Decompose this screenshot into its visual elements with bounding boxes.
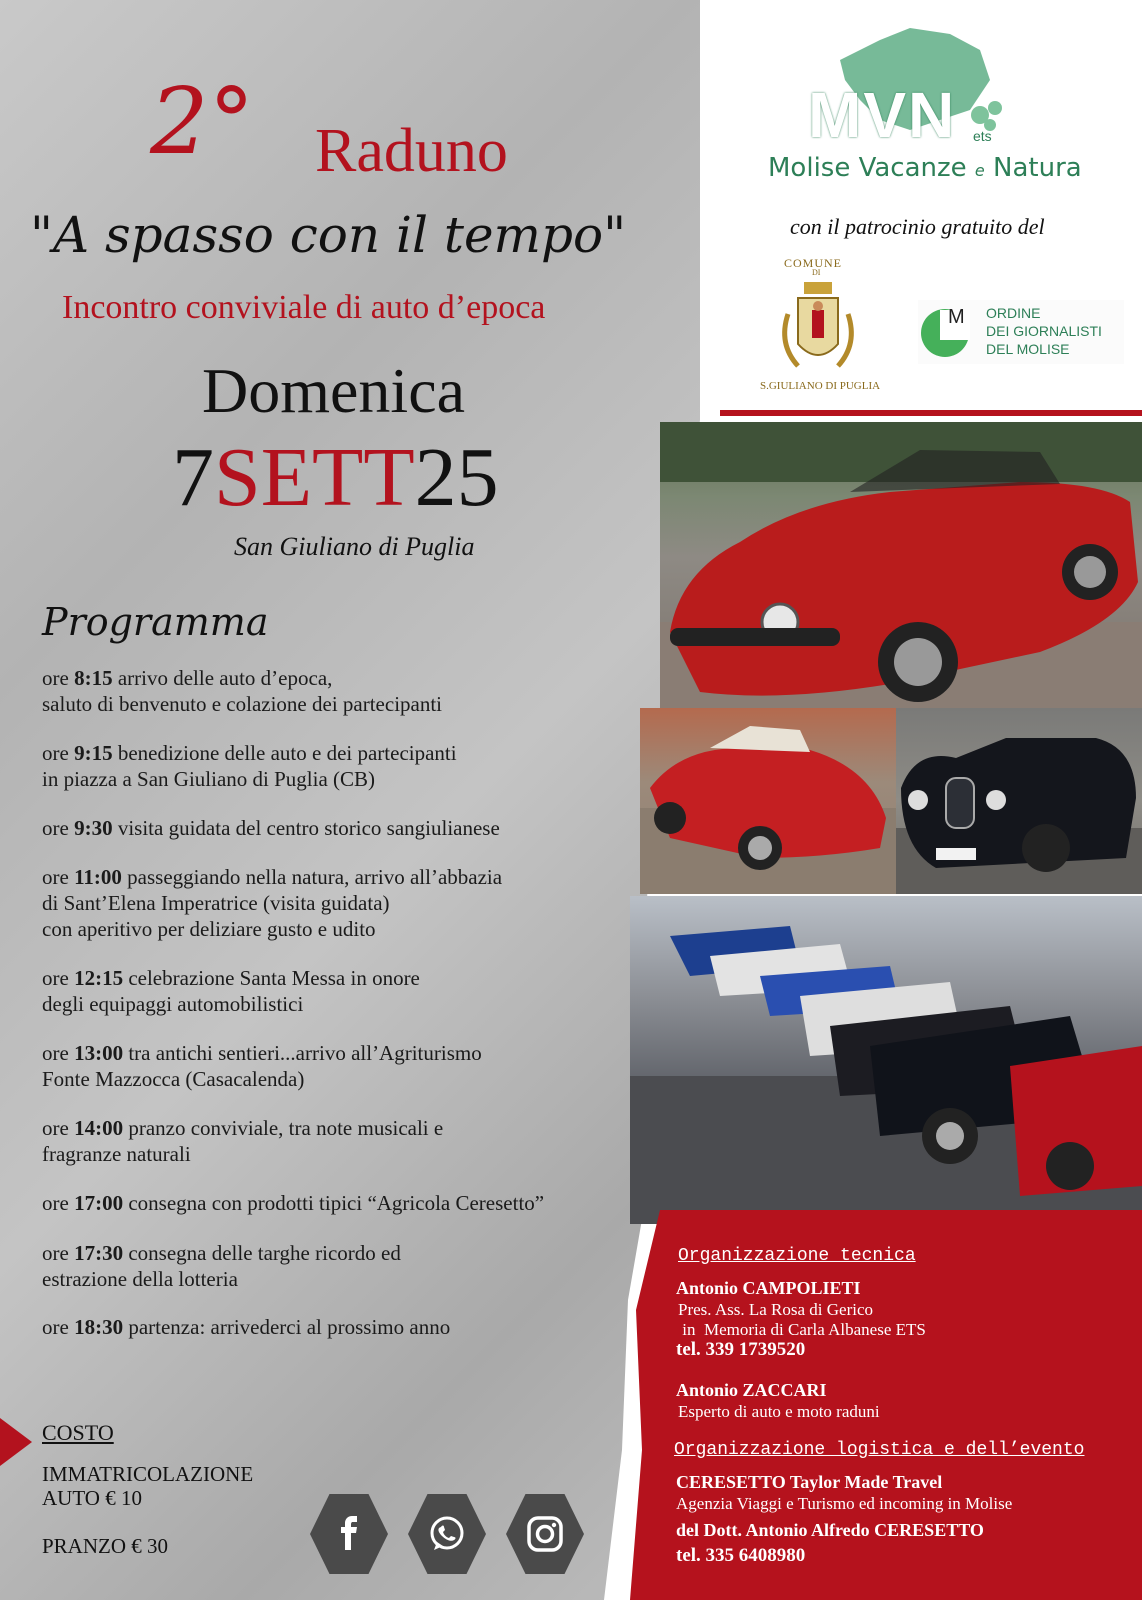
agency-description: Agenzia Viaggi e Turismo ed incoming in Molise: [676, 1494, 1013, 1513]
cost-heading: COSTO: [42, 1420, 114, 1445]
person1-role: Pres. Ass. La Rosa di Gerico in Memoria di Carla Albanese ETS: [678, 1300, 926, 1339]
agency-name: CERESETTO Taylor Made Travel: [676, 1472, 943, 1492]
edition-number: 2°: [150, 68, 255, 175]
ordine-mark: M: [948, 306, 965, 328]
mvn-ets: ets: [973, 128, 992, 144]
person1-name: Antonio CAMPOLIETI: [676, 1278, 861, 1298]
program-item: ore 12:15 celebrazione Santa Messa in onore degli equipaggi automobilistici: [42, 966, 420, 1016]
crest-icon: [768, 274, 868, 384]
mvn-logo: [760, 20, 1090, 170]
mvn-name: Molise Vacanze e Natura: [768, 153, 1082, 183]
event-title: Raduno: [315, 117, 508, 185]
cost-lunch: PRANZO € 30: [42, 1534, 169, 1558]
program-item: ore 9:15 benedizione delle auto e dei partecipanti in piazza a San Giuliano di Puglia (CB): [42, 741, 457, 791]
date-day: 7: [172, 431, 214, 524]
comune-di: DI: [812, 268, 821, 277]
photo-collage: [660, 414, 1142, 1224]
event-day: Domenica: [202, 355, 465, 426]
event-subtitle: "A spasso con il tempo": [30, 206, 627, 264]
cost-marker: [0, 1418, 32, 1466]
patronage-text: con il patrocinio gratuito del: [790, 214, 1045, 239]
date-month: SETT: [214, 431, 415, 524]
ordine-text: ORDINE DEI GIORNALISTI DEL MOLISE: [986, 305, 1102, 357]
agency-phone[interactable]: tel. 335 6408980: [676, 1545, 806, 1566]
logistics-org-heading: Organizzazione logistica e dell’evento: [674, 1440, 1085, 1460]
program-item: ore 11:00 passeggiando nella natura, arrivo all’abbazia di Sant’Elena Imperatrice (visita guidata) con aperitivo per deliziare gusto e udito: [42, 865, 503, 941]
mvn-letters: MVN: [808, 79, 957, 151]
date-year: 25: [414, 431, 499, 524]
program-item: ore 14:00 pranzo conviviale, tra note musicali e fragranze naturali: [42, 1116, 444, 1166]
comune-crest: [760, 256, 881, 402]
ordine-logo: [918, 300, 1124, 364]
program-item: ore 9:30 visita guidata del centro storico sangiulianese: [42, 816, 500, 840]
person2-role: Esperto di auto e moto raduni: [678, 1402, 880, 1421]
program-item: ore 8:15 arrivo delle auto d’epoca, saluto di benvenuto e colazione dei partecipanti: [42, 666, 443, 716]
car-photo-lineup: [630, 896, 1142, 1224]
program-item: ore 13:00 tra antichi sentieri...arrivo all’Agriturismo Fonte Mazzocca (Casacalenda): [42, 1041, 482, 1091]
person1-phone[interactable]: tel. 339 1739520: [676, 1339, 806, 1360]
cost-registration: IMMATRICOLAZIONE AUTO € 10: [42, 1462, 254, 1510]
tech-org-heading: Organizzazione tecnica: [678, 1246, 916, 1266]
person2-name: Antonio ZACCARI: [676, 1380, 827, 1400]
comune-top: COMUNE: [784, 256, 843, 270]
event-tagline: Incontro conviviale di auto d’epoca: [62, 289, 546, 326]
instagram-icon: [524, 1513, 566, 1555]
car-photo-red-spider: [660, 422, 1142, 722]
program-heading: Programma: [42, 600, 269, 644]
car-photo-red-coupe: [640, 708, 896, 894]
event-location: San Giuliano di Puglia: [234, 532, 475, 561]
event-date: [172, 430, 499, 526]
comune-name: S.GIULIANO DI PUGLIA: [760, 380, 881, 392]
program-item: ore 17:30 consegna delle targhe ricordo ed estrazione della lotteria: [42, 1241, 401, 1291]
facebook-icon: [329, 1514, 369, 1554]
agency-owner: del Dott. Antonio Alfredo CERESETTO: [676, 1520, 984, 1540]
car-photo-black-vintage: [896, 708, 1142, 894]
whatsapp-icon: [425, 1512, 469, 1556]
program-item: ore 18:30 partenza: arrivederci al prossimo anno: [42, 1315, 451, 1339]
program-item: ore 17:00 consegna con prodotti tipici “Agricola Ceresetto”: [42, 1191, 545, 1215]
